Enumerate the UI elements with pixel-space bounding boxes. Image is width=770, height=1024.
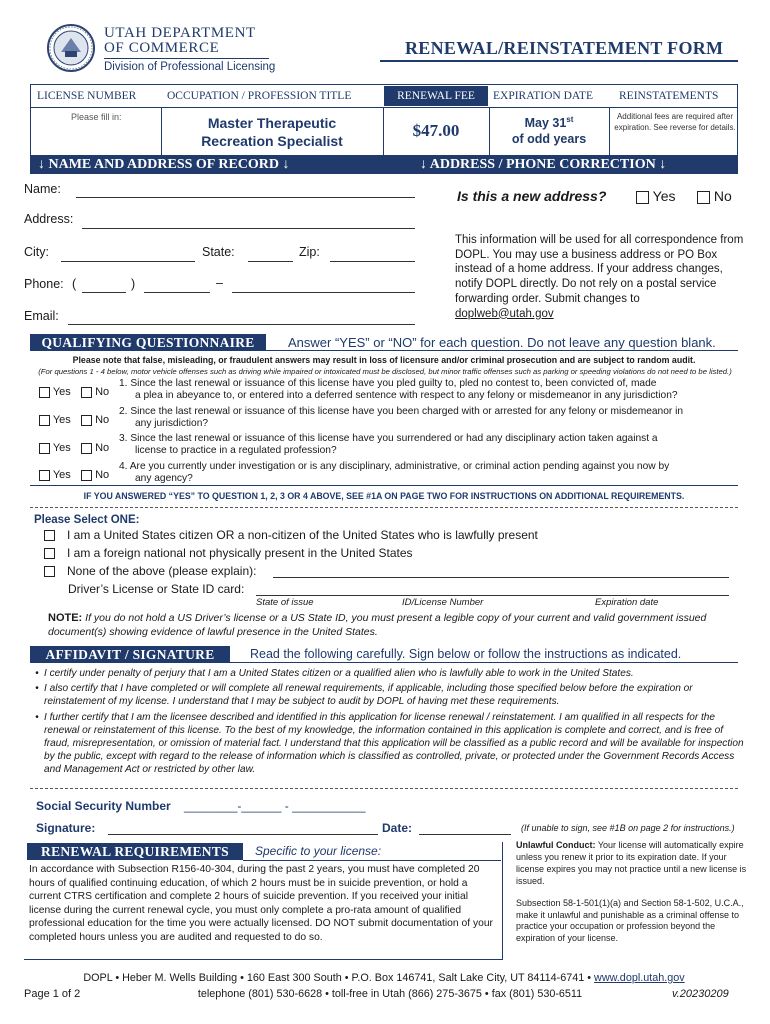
questionnaire-instruction: Answer “YES” or “NO” for each question. Do not leave any question blank. bbox=[288, 335, 716, 350]
col-license-number: LICENSE NUMBER bbox=[37, 90, 137, 102]
q4-text-line2: any agency? bbox=[135, 473, 193, 484]
affidavit-bullet: • I certify under penalty of perjury that I am a United States citizen or a qualified alien who is lawfully able to work in the United States. bbox=[35, 668, 634, 679]
renewal-requirements-subtitle: Specific to your license: bbox=[255, 844, 382, 858]
dl-state-caption: State of issue bbox=[256, 597, 314, 608]
select-one-heading: Please Select ONE: bbox=[34, 514, 140, 526]
new-address-no[interactable] bbox=[697, 188, 732, 204]
q1-yes-label: Yes bbox=[52, 386, 71, 398]
q2-no-checkbox[interactable] bbox=[81, 415, 92, 426]
new-address-question: Is this a new address? bbox=[457, 188, 607, 204]
option-citizen-label: I am a United States citizen OR a non-citizen of the United States who is lawfully present bbox=[67, 528, 538, 542]
expiration-suffix: st bbox=[566, 115, 574, 124]
dl-expiration-caption: Expiration date bbox=[595, 597, 659, 608]
footer-website-link[interactable]: www.dopl.utah.gov bbox=[594, 972, 685, 984]
unlawful-conduct-box bbox=[516, 840, 748, 945]
affidavit-bar bbox=[30, 646, 738, 663]
unlawful-conduct-label: Unlawful Conduct: bbox=[516, 840, 596, 850]
option-foreign-label: I am a foreign national not physically present in the United States bbox=[67, 546, 413, 560]
q1-text-line2: a plea in abeyance to, or entered into a deferred sentence with respect to any felony or misdemeanor in any jurisdiction? bbox=[135, 390, 678, 401]
no-label: No bbox=[713, 188, 732, 204]
q1-yes-checkbox[interactable] bbox=[39, 387, 50, 398]
option-none-label: None of the above (please explain): bbox=[67, 564, 257, 578]
question-row bbox=[30, 432, 738, 459]
phone-label: Phone: bbox=[24, 277, 64, 291]
q3-no[interactable] bbox=[81, 442, 109, 454]
footer-address: DOPL • Heber M. Wells Building • 160 East 300 South • P.O. Box 146741, Salt Lake City, UT 84114-6741 • bbox=[83, 972, 592, 984]
questionnaire-bar bbox=[30, 334, 738, 351]
dl-number-caption: ID/License Number bbox=[402, 597, 484, 608]
name-field[interactable] bbox=[76, 197, 415, 198]
no-checkbox[interactable] bbox=[697, 191, 710, 204]
col-reinstatements: REINSTATEMENTS bbox=[619, 90, 719, 102]
affidavit-end-rule bbox=[30, 788, 738, 789]
title-underline bbox=[380, 60, 738, 62]
address-label: Address: bbox=[24, 212, 74, 226]
table-header-divider bbox=[31, 107, 737, 108]
affidavit-bullet-text: I certify under penalty of perjury that I am a United States citizen or a qualified alien who is lawfully able to work in the United States. bbox=[44, 668, 634, 679]
signature-field[interactable] bbox=[108, 834, 378, 835]
q4-yes-label: Yes bbox=[52, 469, 71, 481]
affidavit-title: AFFIDAVIT / SIGNATURE bbox=[30, 646, 230, 663]
affidavit-bullet-text: I further certify that I am the licensee described and identified in this application for license renewal / reinstatement. I am qualified in all respects for the renewal or reinstatement of this license. To the best of my knowledge, the information contained in this application is complete and correct, and is free of fraud, misrepresentation, or omission of material fact. I understand that this application will be classified as a public record and will be available for inspection by the public, except with regard to the release of information which is classified as controlled, private, or protected under the Government Records Access and Management Act or restricted by other law. bbox=[44, 711, 744, 776]
unable-to-sign-note: (If unable to sign, see #1B on page 2 for instructions.) bbox=[521, 823, 735, 833]
dl-field[interactable] bbox=[256, 595, 729, 596]
form-title: RENEWAL/REINSTATEMENT FORM bbox=[405, 38, 724, 58]
q2-no-label: No bbox=[95, 414, 110, 426]
email-field[interactable] bbox=[68, 324, 415, 325]
name-address-bar bbox=[30, 156, 738, 174]
header-divider bbox=[104, 58, 269, 59]
q3-yes-checkbox[interactable] bbox=[39, 443, 50, 454]
col-expiration: EXPIRATION DATE bbox=[493, 90, 593, 102]
date-field[interactable] bbox=[419, 834, 511, 835]
q3-yes-label: Yes bbox=[52, 442, 71, 454]
division-name: Division of Professional Licensing bbox=[104, 61, 276, 73]
questionnaire-end-rule bbox=[30, 507, 738, 508]
q1-no-checkbox[interactable] bbox=[81, 387, 92, 398]
form-version: v.20230209 bbox=[672, 988, 729, 1000]
affidavit-bullets bbox=[30, 667, 750, 777]
phone-dash: – bbox=[216, 276, 223, 290]
affidavit-bullet: • I further certify that I am the licensee described and identified in this application for license renewal / reinstatement. I am qualified in all respects for the renewal or reinstatement of this license. To the best of my knowledge, the information contained in this application is complete and correct, and is free of fraud, misrepresentation, or omission of material fact. I understand that this application will be classified as a public record and will be available for inspection by the public, except with regard to the release of information which is classified as controlled, private, or protected under the Government Records Access and Management Act or restricted by other law. bbox=[30, 711, 750, 777]
presence-note bbox=[48, 612, 728, 639]
q2-yes-checkbox[interactable] bbox=[39, 415, 50, 426]
q4-yes[interactable] bbox=[39, 469, 71, 481]
q2-yes[interactable] bbox=[39, 414, 71, 426]
q4-yes-checkbox[interactable] bbox=[39, 470, 50, 481]
question-row bbox=[30, 378, 738, 405]
q1-no-label: No bbox=[95, 386, 110, 398]
ssn-label: Social Security Number bbox=[36, 799, 171, 813]
ssn-field[interactable]: ________-______ - ___________ bbox=[184, 799, 366, 813]
address-info-text bbox=[455, 233, 750, 321]
reinstatement-note: Additional fees are required after expiration. See reverse for details. bbox=[614, 112, 736, 132]
renewal-requirements-body: In accordance with Subsection R156-40-304, during the past 2 years, you must have completed 20 hours of qualified continuing education, of which 2 hours must be in suicide prevention, or hold a current CTRS certification and complete 2 hours of suicide prevention. If you received your initial license during the current renewal cycle, you must only complete a pro-rata amount of qualified professional education for the time you were actually licensed. DO NOT submit documentation of your completed hours unless you are audited and requested to do so. bbox=[29, 864, 493, 943]
option-none-checkbox[interactable] bbox=[44, 566, 55, 577]
q2-no[interactable] bbox=[81, 414, 109, 426]
department-name-line2: OF COMMERCE bbox=[104, 40, 220, 56]
unlawful-section-text: Subsection 58-1-501(1)(a) and Section 58-1-502, U.C.A., make it unlawful and punishable as a criminal offense to practice your occupation or profession beyond the expiration of your license. bbox=[516, 897, 744, 944]
address-correction-heading: ↓ ADDRESS / PHONE CORRECTION ↓ bbox=[420, 157, 667, 172]
affidavit-bullet: • I also certify that I have completed or will complete all renewal requirements, if applicable, including those specified below before the expiration or reinstatement of my license. I understand that I may be subject to audit by DOPL of having met these requirements. bbox=[30, 682, 750, 708]
email-label: Email: bbox=[24, 309, 59, 323]
city-field[interactable] bbox=[61, 261, 195, 262]
col-divider-4 bbox=[609, 107, 610, 155]
citizenship-option[interactable] bbox=[44, 546, 413, 560]
col-renewal-fee: RENEWAL FEE bbox=[384, 86, 488, 106]
new-address-yes[interactable] bbox=[636, 188, 675, 204]
q3-text-line2: license to practice in a regulated profession? bbox=[135, 445, 337, 456]
q3-yes[interactable] bbox=[39, 442, 71, 454]
note-text: If you do not hold a US Driver’s license or a US State ID, you must present a legible copy of your current and valid government issued document(s) showing evidence of lawful presence in the United States. bbox=[48, 612, 707, 638]
state-field[interactable] bbox=[248, 261, 293, 262]
q2-yes-label: Yes bbox=[52, 414, 71, 426]
expiration-month: May 31 bbox=[524, 116, 567, 131]
expiration-cycle: of odd years bbox=[511, 132, 587, 146]
col-occupation: OCCUPATION / PROFESSION TITLE bbox=[167, 90, 352, 102]
phone-line-field[interactable] bbox=[232, 292, 415, 293]
city-label: City: bbox=[24, 245, 49, 259]
zip-field[interactable] bbox=[330, 261, 415, 262]
occupation-line1: Master Therapeutic bbox=[207, 115, 337, 131]
explain-field[interactable] bbox=[273, 577, 729, 578]
renewal-requirements-box bbox=[24, 842, 503, 960]
state-seal-logo bbox=[47, 24, 95, 72]
questionnaire-title: QUALIFYING QUESTIONNAIRE bbox=[30, 334, 266, 351]
questionnaire-note: (For questions 1 - 4 below, motor vehicle offenses such as driving while impaired or intoxicated must be disclosed, but minor traffic offenses such as parking or speeding violations do not need to be listed.) bbox=[38, 367, 732, 376]
note-label: NOTE: bbox=[48, 612, 83, 624]
zip-label: Zip: bbox=[299, 245, 320, 259]
renewal-requirements-title: RENEWAL REQUIREMENTS bbox=[27, 843, 243, 860]
date-label: Date: bbox=[382, 821, 413, 835]
phone-close-paren: ) bbox=[131, 277, 136, 291]
yes-checkbox[interactable] bbox=[636, 191, 649, 204]
q3-no-checkbox[interactable] bbox=[81, 443, 92, 454]
phone-open-paren: ( bbox=[72, 277, 77, 291]
q3-no-label: No bbox=[95, 442, 110, 454]
if-yes-instruction: IF YOU ANSWERED “YES” TO QUESTION 1, 2, 3 OR 4 ABOVE, SEE #1A ON PAGE TWO FOR INSTRUCTIONS ON ADDITIONAL REQUIREMENTS. bbox=[83, 491, 685, 501]
unlawful-conduct-text bbox=[516, 840, 748, 888]
q4-no-label: No bbox=[95, 469, 110, 481]
q4-no[interactable] bbox=[81, 469, 109, 481]
expiration-value bbox=[490, 115, 608, 130]
name-label: Name: bbox=[24, 182, 61, 196]
address-field[interactable] bbox=[82, 228, 415, 229]
phone-prefix-field[interactable] bbox=[144, 292, 210, 293]
q2-text-line2: any jurisdiction? bbox=[135, 418, 209, 429]
citizenship-option[interactable] bbox=[44, 528, 538, 542]
dopl-email-link[interactable]: doplweb@utah.gov bbox=[455, 307, 554, 320]
phone-area-field[interactable] bbox=[82, 292, 126, 293]
question-row bbox=[30, 459, 738, 486]
question-row bbox=[30, 405, 738, 432]
q2-text-line1: 2. Since the last renewal or issuance of this license have you been charged with or arrested for any felony or misdemeanor in bbox=[119, 406, 684, 417]
renewal-fee-value: $47.00 bbox=[412, 121, 460, 140]
dl-label: Driver’s License or State ID card: bbox=[68, 582, 245, 596]
department-name-line1: UTAH DEPARTMENT bbox=[104, 25, 256, 41]
footer-address-line bbox=[30, 972, 738, 984]
affidavit-bullet-text: I also certify that I have completed or will complete all renewal requirements, if applicable, including those specified below before the expiration or reinstatement of my license. I understand that I may be subject to audit by DOPL of having met these requirements. bbox=[44, 683, 693, 708]
q3-text-line1: 3. Since the last renewal or issuance of this license have you surrendered or had any disciplinary action taken against a bbox=[119, 433, 658, 444]
questionnaire-warning: Please note that false, misleading, or fraudulent answers may result in loss of licensure and/or criminal prosecution and are subject to random audit. bbox=[72, 355, 696, 365]
q4-text-line1: 4. Are you currently under investigation or is any disciplinary, administrative, or criminal action pending against you now by bbox=[119, 461, 670, 472]
footer-phones: telephone (801) 530-6628 • toll-free in Utah (866) 275-3675 • fax (801) 530-6511 bbox=[197, 988, 583, 1000]
signature-label: Signature: bbox=[36, 821, 96, 835]
yes-label: Yes bbox=[652, 188, 676, 204]
occupation-line2: Recreation Specialist bbox=[201, 133, 343, 149]
option-foreign-checkbox[interactable] bbox=[44, 548, 55, 559]
page-number: Page 1 of 2 bbox=[24, 988, 81, 1000]
unlawful-conduct-body: Your license will automatically expire unless you renew it prior to its expiration date. If your license expires you may not practice until a new license is issued. bbox=[516, 840, 747, 886]
name-address-heading: ↓ NAME AND ADDRESS OF RECORD ↓ bbox=[38, 157, 290, 172]
subtitle-underline bbox=[243, 860, 501, 861]
license-number-hint: Please fill in: bbox=[71, 112, 122, 122]
option-citizen-checkbox[interactable] bbox=[44, 530, 55, 541]
address-info-body: This information will be used for all correspondence from DOPL. You may use a business address or PO Box instead of a home address. If your address changes, notify DOPL directly. Do not rely on a postal service forwarding order. Submit changes to bbox=[455, 234, 744, 305]
license-table bbox=[30, 84, 738, 156]
state-label: State: bbox=[202, 245, 235, 259]
q1-no[interactable] bbox=[81, 386, 109, 398]
citizenship-option[interactable] bbox=[44, 564, 256, 578]
affidavit-instruction: Read the following carefully. Sign below or follow the instructions as indicated. bbox=[250, 647, 682, 661]
q1-text-line1: 1. Since the last renewal or issuance of this license have you pled guilty to, pled no contest to, been convicted of, made bbox=[119, 378, 657, 389]
q1-yes[interactable] bbox=[39, 386, 71, 398]
license-number-input[interactable] bbox=[35, 125, 157, 151]
q4-no-checkbox[interactable] bbox=[81, 470, 92, 481]
question-list bbox=[30, 378, 738, 486]
